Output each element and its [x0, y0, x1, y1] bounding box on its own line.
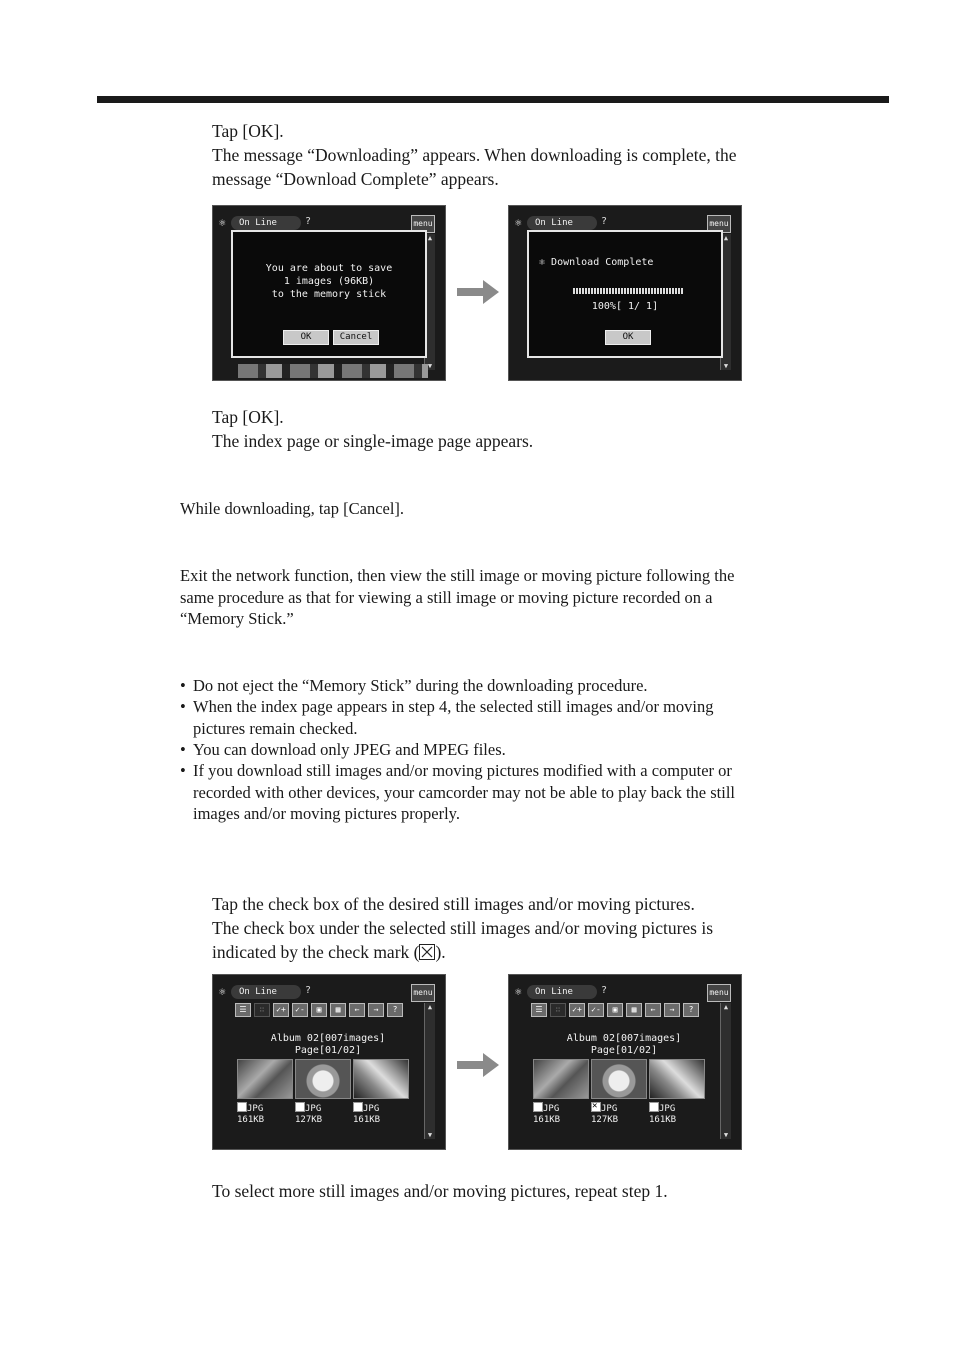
scrollbar[interactable]: [720, 1003, 731, 1139]
file-type: JPG: [601, 1104, 618, 1114]
scroll-down-icon[interactable]: ▼: [427, 362, 433, 370]
file-size: 161KB: [533, 1115, 561, 1125]
network-icon: ⚛: [219, 216, 226, 229]
note-line: images and/or moving pictures properly.: [193, 804, 460, 823]
scroll-down-icon[interactable]: ▼: [723, 1131, 729, 1139]
file-size: 161KB: [649, 1115, 677, 1125]
step-ok-2-line2: The index page or single-image page appears.: [212, 431, 534, 451]
network-icon: ⚛: [219, 985, 226, 998]
thumbnail-label: [295, 1102, 351, 1126]
select-step-line3-start: indicated by the check mark (: [212, 942, 420, 962]
file-type: JPG: [543, 1104, 560, 1114]
header-rule: [97, 96, 889, 103]
status-pill: [219, 985, 301, 999]
status-label: On Line: [535, 218, 573, 228]
page-indicator: Page[01/02]: [590, 1045, 658, 1056]
grid-icon: ∷: [550, 1003, 566, 1017]
album-title: Album 02[007images]: [270, 1033, 386, 1044]
check-all-icon[interactable]: ✓+: [273, 1003, 289, 1017]
download-complete-dialog: [527, 230, 723, 358]
status-pill: [219, 216, 301, 230]
cancel-button[interactable]: Cancel: [333, 330, 379, 345]
status-label: On Line: [239, 987, 277, 997]
lock-icon[interactable]: ▣: [607, 1003, 623, 1017]
album-screenshot-after: [508, 974, 742, 1150]
menu-button[interactable]: menu: [411, 215, 435, 233]
prev-page-icon[interactable]: ←: [349, 1003, 365, 1017]
status-label: On Line: [239, 218, 277, 228]
trash-icon[interactable]: ▦: [330, 1003, 346, 1017]
checkbox[interactable]: [295, 1102, 305, 1112]
note-line: pictures remain checked.: [193, 718, 358, 738]
help-icon: ?: [601, 985, 608, 996]
view-note-line2: same procedure as that for viewing a still image or moving picture recorded on a: [180, 588, 713, 607]
thumbnail-label: [591, 1102, 647, 1126]
ok-button[interactable]: OK: [283, 330, 329, 345]
note-line: When the index page appears in step 4, the selected still images and/or moving: [193, 697, 714, 716]
file-type: JPG: [659, 1104, 676, 1114]
thumbnail-label: [649, 1102, 705, 1126]
file-type: JPG: [247, 1104, 264, 1114]
file-size: 127KB: [591, 1115, 619, 1125]
step-ok-1-line1: Tap [OK].: [212, 121, 284, 141]
menu-button[interactable]: menu: [707, 984, 731, 1002]
album-heading: [243, 1033, 413, 1057]
help-button-icon[interactable]: ?: [387, 1003, 403, 1017]
checked-checkbox[interactable]: [591, 1102, 601, 1112]
menu-button[interactable]: menu: [707, 215, 731, 233]
scroll-up-icon[interactable]: ▲: [427, 1003, 433, 1011]
progress-bar: [573, 288, 683, 294]
file-size: 161KB: [353, 1115, 381, 1125]
file-size: 161KB: [237, 1115, 265, 1125]
note-line: Do not eject the “Memory Stick” during the downloading procedure.: [193, 676, 648, 695]
album-toolbar: [531, 1003, 699, 1017]
download-complete-title: ⚛ Download Complete: [539, 257, 654, 268]
album-toolbar: [235, 1003, 403, 1017]
thumbnail[interactable]: [295, 1059, 351, 1099]
album-heading: [539, 1033, 709, 1057]
save-confirm-message: You are about to save 1 images (96KB) to the memory stick: [265, 263, 393, 300]
arrow-right-icon: [457, 1053, 499, 1077]
note-item: [180, 696, 714, 739]
list-icon[interactable]: ☰: [235, 1003, 251, 1017]
network-icon: ⚛: [515, 216, 522, 229]
thumbnail-label: [533, 1102, 589, 1126]
thumbnail-strip: [238, 364, 428, 378]
download-complete-text: Download Complete: [551, 257, 654, 268]
help-icon: ?: [305, 985, 312, 996]
thumbnail[interactable]: [533, 1059, 589, 1099]
uncheck-all-icon[interactable]: ✓-: [588, 1003, 604, 1017]
ok-button[interactable]: OK: [605, 330, 651, 345]
album-title: Album 02[007images]: [566, 1033, 682, 1044]
scroll-down-icon[interactable]: ▼: [723, 362, 729, 370]
bullet-icon: •: [180, 761, 186, 780]
trash-icon[interactable]: ▦: [626, 1003, 642, 1017]
album-screenshot-before: [212, 974, 446, 1150]
menu-button[interactable]: menu: [411, 984, 435, 1002]
progress-label: 100%[ 1/ 1]: [591, 301, 659, 312]
checked-box-icon: [419, 944, 435, 960]
prev-page-icon[interactable]: ←: [645, 1003, 661, 1017]
select-step-line3-end: ).: [435, 942, 446, 962]
note-line: You can download only JPEG and MPEG files.: [193, 740, 506, 759]
step-ok-1-line2: The message “Downloading” appears. When downloading is complete, the: [212, 145, 737, 165]
select-step-line2: The check box under the selected still images and/or moving pictures is: [212, 918, 714, 938]
cancel-note: While downloading, tap [Cancel].: [180, 499, 405, 518]
checkbox[interactable]: [649, 1102, 659, 1112]
note-item: [180, 739, 506, 761]
scroll-up-icon[interactable]: ▲: [427, 234, 433, 242]
next-page-icon[interactable]: →: [664, 1003, 680, 1017]
status-label: On Line: [535, 987, 573, 997]
thumbnail-label: [237, 1102, 293, 1126]
bullet-icon: •: [180, 676, 186, 695]
save-confirm-dialog: [231, 230, 427, 358]
status-pill: [515, 985, 597, 999]
help-button-icon[interactable]: ?: [683, 1003, 699, 1017]
lock-icon[interactable]: ▣: [311, 1003, 327, 1017]
scroll-up-icon[interactable]: ▲: [723, 1003, 729, 1011]
thumbnail-row: [533, 1059, 705, 1099]
complete-screenshot: [508, 205, 742, 381]
grid-icon: ∷: [254, 1003, 270, 1017]
file-type: JPG: [363, 1104, 380, 1114]
thumbnail[interactable]: [237, 1059, 293, 1099]
thumbnail[interactable]: [591, 1059, 647, 1099]
step-ok-2-line1: Tap [OK].: [212, 407, 284, 427]
select-step-line1: Tap the check box of the desired still images and/or moving pictures.: [212, 894, 695, 914]
next-page-icon[interactable]: →: [368, 1003, 384, 1017]
repeat-note: To select more still images and/or moving pictures, repeat step 1.: [212, 1181, 668, 1201]
help-icon: ?: [305, 216, 312, 227]
view-note-line1: Exit the network function, then view the still image or moving picture following the: [180, 566, 735, 585]
thumbnail-row: [237, 1059, 409, 1099]
page-indicator: Page[01/02]: [294, 1045, 362, 1056]
thumbnail-label: [353, 1102, 409, 1126]
note-item: [180, 760, 735, 825]
status-pill: [515, 216, 597, 230]
network-icon: ⚛: [515, 985, 522, 998]
bullet-icon: •: [180, 740, 186, 759]
checkbox[interactable]: [533, 1102, 543, 1112]
checkbox[interactable]: [237, 1102, 247, 1112]
uncheck-all-icon[interactable]: ✓-: [292, 1003, 308, 1017]
checkbox[interactable]: [353, 1102, 363, 1112]
scroll-down-icon[interactable]: ▼: [427, 1131, 433, 1139]
note-item: [180, 675, 648, 697]
arrow-right-icon: [457, 280, 499, 304]
file-size: 127KB: [295, 1115, 323, 1125]
thumbnail-labels: [533, 1102, 705, 1126]
file-type: JPG: [305, 1104, 322, 1114]
thumbnail[interactable]: [353, 1059, 409, 1099]
note-line: recorded with other devices, your camcorder may not be able to play back the still: [193, 782, 736, 802]
help-icon: ?: [601, 216, 608, 227]
note-line: If you download still images and/or moving pictures modified with a computer or: [193, 761, 732, 780]
view-note-line3: “Memory Stick.”: [180, 609, 294, 628]
check-all-icon[interactable]: ✓+: [569, 1003, 585, 1017]
thumbnail[interactable]: [649, 1059, 705, 1099]
scrollbar[interactable]: [424, 1003, 435, 1139]
list-icon[interactable]: ☰: [531, 1003, 547, 1017]
thumbnail-labels: [237, 1102, 409, 1126]
bullet-icon: •: [180, 697, 186, 716]
select-step-line3: [212, 940, 446, 964]
confirm-screenshot: [212, 205, 446, 381]
scroll-up-icon[interactable]: ▲: [723, 234, 729, 242]
step-ok-1-line3: message “Download Complete” appears.: [212, 169, 499, 189]
